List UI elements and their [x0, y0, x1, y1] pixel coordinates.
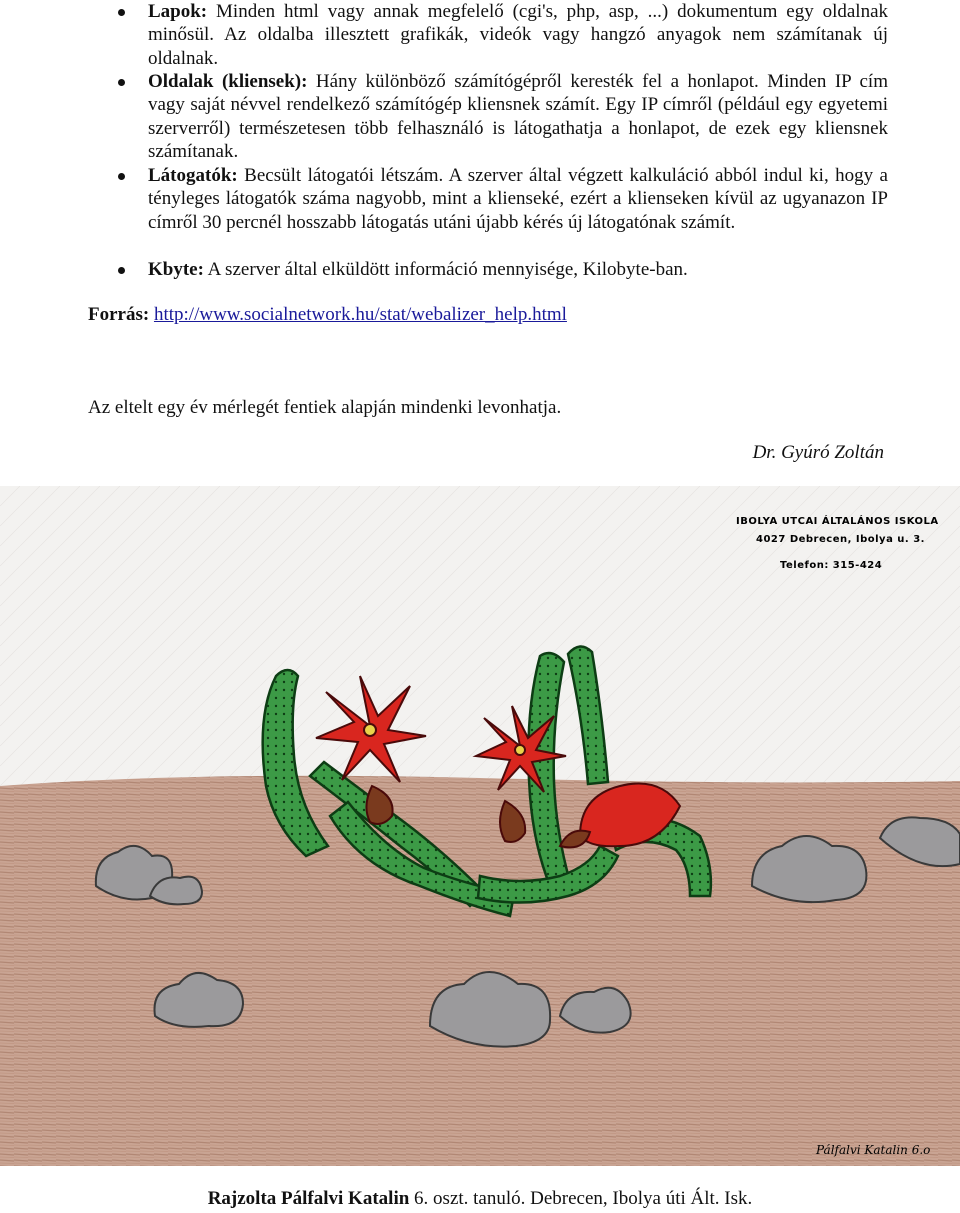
term-description: Minden html vagy annak megfelelő (cgi's, php, asp, ...) dokumentum egy oldalnak minősül. Az oldalba illesztett grafikák, videók vagy hangzó anyagok nem számítanak új oldalnak.: [148, 1, 888, 69]
bullet-icon: [118, 267, 125, 274]
conclusion-text: Az eltelt egy év mérlegét fentiek alapján mindenki levonhatja.: [88, 397, 562, 418]
school-stamp-line: Telefon: 315-424: [780, 560, 883, 571]
artist-handwritten-signature: Pálfalvi Katalin 6.o: [816, 1143, 931, 1157]
bullet-icon: [118, 173, 125, 180]
list-item: [88, 258, 888, 281]
source-link[interactable]: http://www.socialnetwork.hu/stat/webalizer_help.html: [153, 304, 567, 325]
term-label: Kbyte:: [148, 259, 204, 280]
cactus-drawing: [0, 486, 960, 1166]
bullet-icon: [118, 9, 125, 16]
school-stamp-line: 4027 Debrecen, Ibolya u. 3.: [756, 534, 925, 545]
cactus-illustration: [0, 486, 960, 1166]
term-description: Becsült látogatói létszám. A szerver által végzett kalkuláció abból indul ki, hogy a tényleges látogatók száma nagyobb, mint a klienseké, ezért a klienseken kívül az ugyanazon IP címről 30 percnél hosszabb látogatás utáni újabb kérés új látogatónak számít.: [148, 165, 888, 233]
list-item: [88, 0, 888, 70]
drawing-caption: [0, 1187, 960, 1211]
term-description: A szerver által elküldött információ mennyisége, Kilobyte-ban.: [203, 259, 688, 280]
term-label: Oldalak (kliensek):: [148, 71, 308, 92]
list-item: [88, 70, 888, 164]
source-label: Forrás:: [88, 304, 150, 325]
source-line: [88, 303, 567, 327]
list-item: [88, 164, 888, 234]
caption-artist: Rajzolta Pálfalvi Katalin: [207, 1188, 410, 1209]
term-description: Hány különböző számítógépről keresték fel a honlapot. Minden IP cím vagy saját névvel rendelkező számítógép kliensnek számít. Egy IP címről (például egy egyetemi szerverről) természetesen több felhasználó is látogathatja a honlapot, de ezek egy kliensnek számítanak.: [148, 71, 888, 163]
term-label: Lapok:: [148, 1, 208, 22]
author-signature: Dr. Gyúró Zoltán: [752, 442, 884, 463]
caption-details: 6. oszt. tanuló. Debrecen, Ibolya úti Ált. Isk.: [409, 1188, 753, 1209]
term-label: Látogatók:: [148, 165, 238, 186]
school-stamp-line: IBOLYA UTCAI ÁLTALÁNOS ISKOLA: [736, 516, 939, 527]
bullet-icon: [118, 79, 125, 86]
